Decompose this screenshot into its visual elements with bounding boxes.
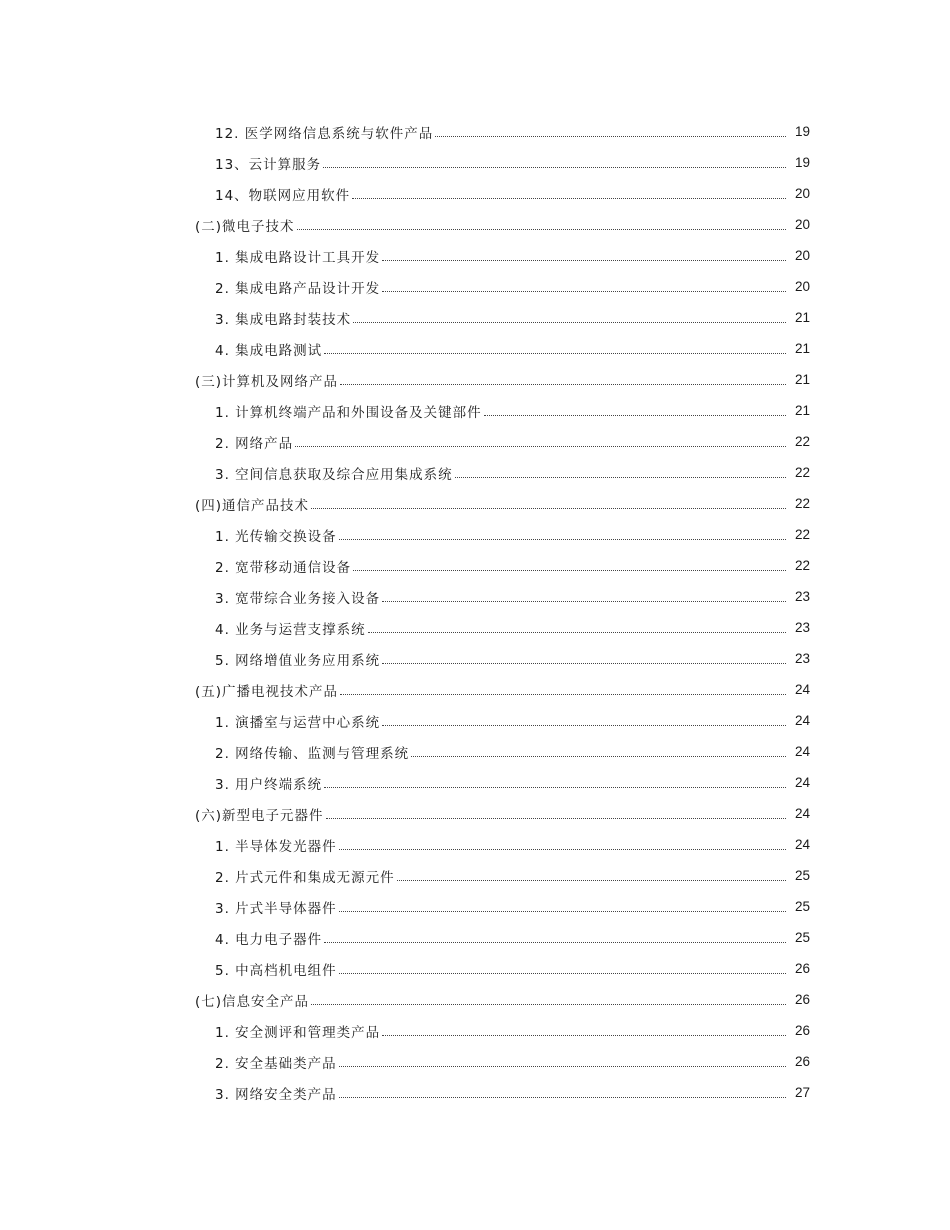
toc-subsection-entry[interactable] bbox=[0, 147, 950, 178]
toc-section-entry[interactable] bbox=[0, 798, 950, 829]
toc-page-number: 20 bbox=[794, 248, 810, 263]
toc-page-number: 26 bbox=[794, 1054, 810, 1069]
toc-dot-leader bbox=[339, 848, 786, 850]
toc-entry-label: 2. 宽带移动通信设备 bbox=[215, 559, 352, 576]
toc-entry-label: 2. 网络产品 bbox=[215, 435, 294, 452]
toc-page-number: 26 bbox=[794, 1023, 810, 1038]
toc-entry-label: 2. 网络传输、监测与管理系统 bbox=[215, 745, 410, 762]
toc-subsection-entry[interactable] bbox=[0, 395, 950, 426]
toc-section-entry[interactable] bbox=[0, 674, 950, 705]
toc-subsection-entry[interactable] bbox=[0, 581, 950, 612]
toc-entry-label: 5. 网络增值业务应用系统 bbox=[215, 652, 381, 669]
toc-dot-leader bbox=[353, 569, 786, 571]
toc-dot-leader bbox=[368, 631, 786, 633]
toc-dot-leader bbox=[484, 414, 786, 416]
toc-page-number: 24 bbox=[794, 682, 810, 697]
toc-entry-label: 1. 集成电路设计工具开发 bbox=[215, 249, 381, 266]
toc-page-number: 23 bbox=[794, 589, 810, 604]
toc-subsection-entry[interactable] bbox=[0, 736, 950, 767]
toc-subsection-entry[interactable] bbox=[0, 1015, 950, 1046]
toc-subsection-entry[interactable] bbox=[0, 891, 950, 922]
toc-subsection-entry[interactable] bbox=[0, 271, 950, 302]
toc-entry-label: 3. 用户终端系统 bbox=[215, 776, 323, 793]
toc-dot-leader bbox=[311, 507, 786, 509]
toc-entry-label: 1. 半导体发光器件 bbox=[215, 838, 337, 855]
toc-dot-leader bbox=[340, 693, 786, 695]
toc-entry-label: (五)广播电视技术产品 bbox=[195, 683, 339, 700]
toc-entry-label: (二)微电子技术 bbox=[195, 218, 295, 235]
toc-page-number: 20 bbox=[794, 217, 810, 232]
toc-dot-leader bbox=[324, 786, 786, 788]
toc-dot-leader bbox=[411, 755, 786, 757]
toc-page-number: 22 bbox=[794, 558, 810, 573]
toc-subsection-entry[interactable] bbox=[0, 767, 950, 798]
toc-dot-leader bbox=[382, 290, 786, 292]
toc-entry-label: 1. 光传输交换设备 bbox=[215, 528, 337, 545]
toc-subsection-entry[interactable] bbox=[0, 116, 950, 147]
toc-page-number: 19 bbox=[794, 155, 810, 170]
toc-entry-label: (六)新型电子元器件 bbox=[195, 807, 324, 824]
toc-subsection-entry[interactable] bbox=[0, 1046, 950, 1077]
toc-entry-label: (三)计算机及网络产品 bbox=[195, 373, 339, 390]
toc-entry-label: 4. 业务与运营支撑系统 bbox=[215, 621, 366, 638]
toc-page-number: 24 bbox=[794, 837, 810, 852]
toc-page-number: 27 bbox=[794, 1085, 810, 1100]
toc-entry-label: 1. 安全测评和管理类产品 bbox=[215, 1024, 381, 1041]
toc-page-number: 25 bbox=[794, 868, 810, 883]
toc-dot-leader bbox=[397, 879, 786, 881]
toc-subsection-entry[interactable] bbox=[0, 519, 950, 550]
toc-page-number: 24 bbox=[794, 806, 810, 821]
toc-dot-leader bbox=[323, 166, 786, 168]
toc-subsection-entry[interactable] bbox=[0, 240, 950, 271]
toc-page-number: 22 bbox=[794, 527, 810, 542]
toc-subsection-entry[interactable] bbox=[0, 953, 950, 984]
toc-subsection-entry[interactable] bbox=[0, 178, 950, 209]
toc-entry-label: 3. 空间信息获取及综合应用集成系统 bbox=[215, 466, 453, 483]
toc-entry-label: 3. 集成电路封装技术 bbox=[215, 311, 352, 328]
toc-subsection-entry[interactable] bbox=[0, 426, 950, 457]
toc-page-number: 21 bbox=[794, 341, 810, 356]
toc-dot-leader bbox=[326, 817, 786, 819]
toc-page-number: 20 bbox=[794, 186, 810, 201]
toc-section-entry[interactable] bbox=[0, 364, 950, 395]
toc-page-number: 25 bbox=[794, 899, 810, 914]
toc-dot-leader bbox=[382, 662, 786, 664]
toc-page-number: 19 bbox=[794, 124, 810, 139]
toc-entry-label: 3. 片式半导体器件 bbox=[215, 900, 337, 917]
toc-page-number: 25 bbox=[794, 930, 810, 945]
toc-entry-label: (四)通信产品技术 bbox=[195, 497, 310, 514]
toc-dot-leader bbox=[353, 321, 786, 323]
toc-dot-leader bbox=[382, 1034, 786, 1036]
toc-dot-leader bbox=[339, 972, 786, 974]
toc-page-number: 21 bbox=[794, 372, 810, 387]
toc-page-number: 23 bbox=[794, 620, 810, 635]
toc-page-number: 21 bbox=[794, 403, 810, 418]
toc-entry-label: 2. 片式元件和集成无源元件 bbox=[215, 869, 395, 886]
toc-subsection-entry[interactable] bbox=[0, 643, 950, 674]
toc-page-number: 26 bbox=[794, 992, 810, 1007]
toc-entry-label: 12. 医学网络信息系统与软件产品 bbox=[215, 125, 434, 142]
toc-dot-leader bbox=[382, 600, 786, 602]
toc-page-number: 21 bbox=[794, 310, 810, 325]
toc-section-entry[interactable] bbox=[0, 488, 950, 519]
toc-entry-label: 3. 网络安全类产品 bbox=[215, 1086, 337, 1103]
toc-subsection-entry[interactable] bbox=[0, 860, 950, 891]
toc-section-entry[interactable] bbox=[0, 984, 950, 1015]
toc-subsection-entry[interactable] bbox=[0, 705, 950, 736]
toc-page-number: 22 bbox=[794, 496, 810, 511]
toc-dot-leader bbox=[382, 724, 786, 726]
toc-dot-leader bbox=[324, 941, 786, 943]
toc-subsection-entry[interactable] bbox=[0, 612, 950, 643]
toc-dot-leader bbox=[339, 1096, 786, 1098]
toc-page-number: 24 bbox=[794, 744, 810, 759]
toc-section-entry[interactable] bbox=[0, 209, 950, 240]
toc-subsection-entry[interactable] bbox=[0, 922, 950, 953]
toc-dot-leader bbox=[324, 352, 786, 354]
toc-dot-leader bbox=[295, 445, 786, 447]
toc-entry-label: 1. 计算机终端产品和外围设备及关键部件 bbox=[215, 404, 482, 421]
toc-dot-leader bbox=[340, 383, 786, 385]
toc-entry-label: 1. 演播室与运营中心系统 bbox=[215, 714, 381, 731]
toc-subsection-entry[interactable] bbox=[0, 302, 950, 333]
toc-dot-leader bbox=[435, 135, 786, 137]
toc-subsection-entry[interactable] bbox=[0, 550, 950, 581]
toc-page-number: 22 bbox=[794, 465, 810, 480]
toc-dot-leader bbox=[339, 1065, 786, 1067]
toc-dot-leader bbox=[339, 910, 786, 912]
toc-page-number: 26 bbox=[794, 961, 810, 976]
toc-entry-label: 3. 宽带综合业务接入设备 bbox=[215, 590, 381, 607]
toc-dot-leader bbox=[352, 197, 786, 199]
toc-dot-leader bbox=[297, 228, 786, 230]
toc-subsection-entry[interactable] bbox=[0, 1077, 950, 1108]
toc-entry-label: 14、物联网应用软件 bbox=[215, 187, 351, 204]
toc-page-number: 22 bbox=[794, 434, 810, 449]
toc-entry-label: 2. 安全基础类产品 bbox=[215, 1055, 337, 1072]
toc-page-number: 24 bbox=[794, 713, 810, 728]
toc-entry-label: 4. 电力电子器件 bbox=[215, 931, 323, 948]
toc-entry-label: 5. 中高档机电组件 bbox=[215, 962, 337, 979]
toc-dot-leader bbox=[455, 476, 786, 478]
toc-subsection-entry[interactable] bbox=[0, 333, 950, 364]
toc-dot-leader bbox=[382, 259, 786, 261]
toc-page-number: 24 bbox=[794, 775, 810, 790]
toc-subsection-entry[interactable] bbox=[0, 457, 950, 488]
toc-entry-label: 13、云计算服务 bbox=[215, 156, 322, 173]
toc-subsection-entry[interactable] bbox=[0, 829, 950, 860]
table-of-contents bbox=[0, 116, 950, 1108]
toc-dot-leader bbox=[339, 538, 786, 540]
toc-entry-label: 4. 集成电路测试 bbox=[215, 342, 323, 359]
toc-entry-label: 2. 集成电路产品设计开发 bbox=[215, 280, 381, 297]
toc-entry-label: (七)信息安全产品 bbox=[195, 993, 310, 1010]
toc-page-number: 23 bbox=[794, 651, 810, 666]
toc-dot-leader bbox=[311, 1003, 786, 1005]
toc-page-number: 20 bbox=[794, 279, 810, 294]
